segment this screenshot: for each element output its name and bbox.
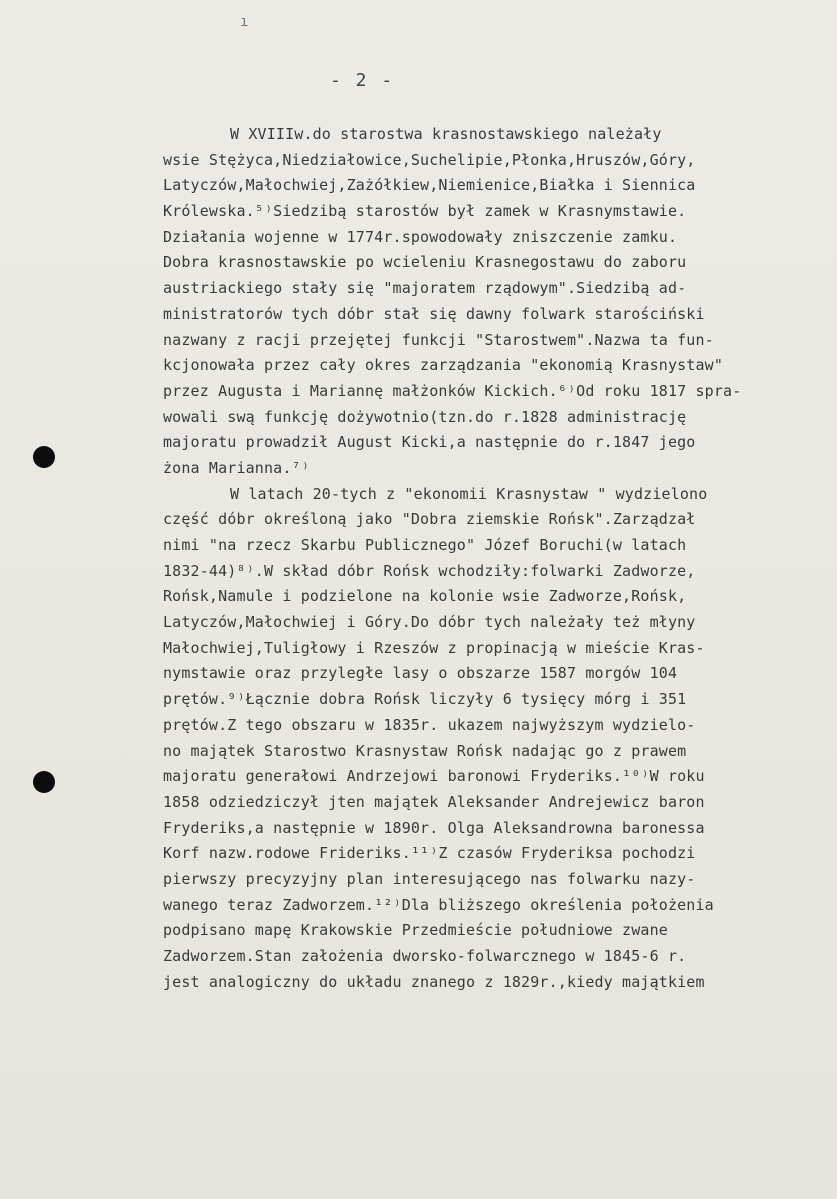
text-line: żona Marianna.⁷⁾ — [163, 458, 310, 477]
text-line: 1832-44)⁸⁾.W skład dóbr Rońsk wchodziły:folwarki Zadworze, — [163, 561, 696, 580]
text-line: 1858 odziedziczył jten majątek Aleksander Andrejewicz baron — [163, 792, 705, 811]
text-line: Korf nazw.rodowe Frideriks.¹¹⁾Z czasów Fryderiksa pochodzi — [163, 844, 696, 863]
text-line: ministratorów tych dóbr stał się dawny folwark starościński — [163, 304, 705, 323]
text-line: część dóbr określoną jako "Dobra ziemskie Rońsk".Zarządzał — [163, 510, 696, 529]
punch-hole-top — [33, 446, 55, 468]
text-line: nazwany z racji przejętej funkcji "Starostwem".Nazwa ta fun- — [163, 330, 714, 349]
text-line: Rońsk,Namule i podzielone na kolonie wsie Zadworze,Rońsk, — [163, 587, 687, 606]
text-line: wanego teraz Zadworzem.¹²⁾Dla bliższego określenia położenia — [163, 895, 714, 914]
text-line: prętów.Z tego obszaru w 1835r. ukazem najwyższym wydzielo- — [163, 715, 696, 734]
text-line: jest analogiczny do układu znanego z 1829r.,kiedy majątkiem — [163, 972, 705, 991]
text-line: Fryderiks,a następnie w 1890r. Olga Aleksandrowna baronessa — [163, 818, 705, 837]
text-line: majoratu prowadził August Kicki,a następnie do r.1847 jego — [163, 433, 696, 452]
top-mark: ı — [240, 14, 249, 30]
text-line: W XVIIIw.do starostwa krasnostawskiego należały — [230, 125, 662, 143]
text-line: nimi "na rzecz Skarbu Publicznego" Józef Boruchi(w latach — [163, 536, 687, 554]
text-line: wowali swą funkcję dożywotnio(tzn.do r.1828 administrację — [163, 407, 687, 426]
text-line: austriackiego stały się "majoratem rządowym".Siedzibą ad- — [163, 279, 687, 298]
text-line: no majątek Starostwo Krasnystaw Rońsk nadając go z prawem — [163, 741, 687, 760]
typed-text-block — [163, 122, 813, 995]
text-line: W latach 20-tych z "ekonomii Krasnystaw " wydzielono — [230, 484, 708, 503]
text-line: majoratu generałowi Andrzejowi baronowi Fryderiks.¹⁰⁾W roku — [163, 767, 705, 786]
text-line: przez Augusta i Mariannę małżonków Kickich.⁶⁾Od roku 1817 spra- — [163, 381, 742, 400]
text-line: nymstawie oraz przyległe lasy o obszarze 1587 morgów 104 — [163, 664, 678, 683]
text-line: Działania wojenne w 1774r.spowodowały zniszczenie zamku. — [163, 227, 678, 246]
text-line: Zadworzem.Stan założenia dworsko-folwarcznego w 1845-6 r. — [163, 947, 687, 965]
text-line: kcjonowała przez cały okres zarządzania "ekonomią Krasnystaw" — [163, 356, 724, 375]
text-line: podpisano mapę Krakowskie Przedmieście południowe zwane — [163, 921, 668, 940]
page-number: - 2 - — [330, 70, 395, 91]
text-line: wsie Stężyca,Niedziałowice,Suchelipie,Płonka,Hruszów,Góry, — [163, 150, 696, 169]
text-line: Małochwiej,Tuligłowy i Rzeszów z propinacją w mieście Kras- — [163, 638, 705, 657]
text-line: Latyczów,Małochwiej,Zażółkiew,Niemienice,Białka i Siennica — [163, 176, 696, 195]
punch-hole-bottom — [33, 771, 55, 793]
text-line: prętów.⁹⁾Łącznie dobra Rońsk liczyły 6 tysięcy mórg i 351 — [163, 690, 687, 709]
text-line: Latyczów,Małochwiej i Góry.Do dóbr tych należały też młyny — [163, 613, 696, 632]
text-line: Dobra krasnostawskie po wcieleniu Krasnegostawu do zaboru — [163, 253, 687, 272]
text-line: pierwszy precyzyjny plan interesującego nas folwarku nazy- — [163, 869, 696, 888]
text-line: Królewska.⁵⁾Siedzibą starostów był zamek w Krasnymstawie. — [163, 202, 687, 221]
